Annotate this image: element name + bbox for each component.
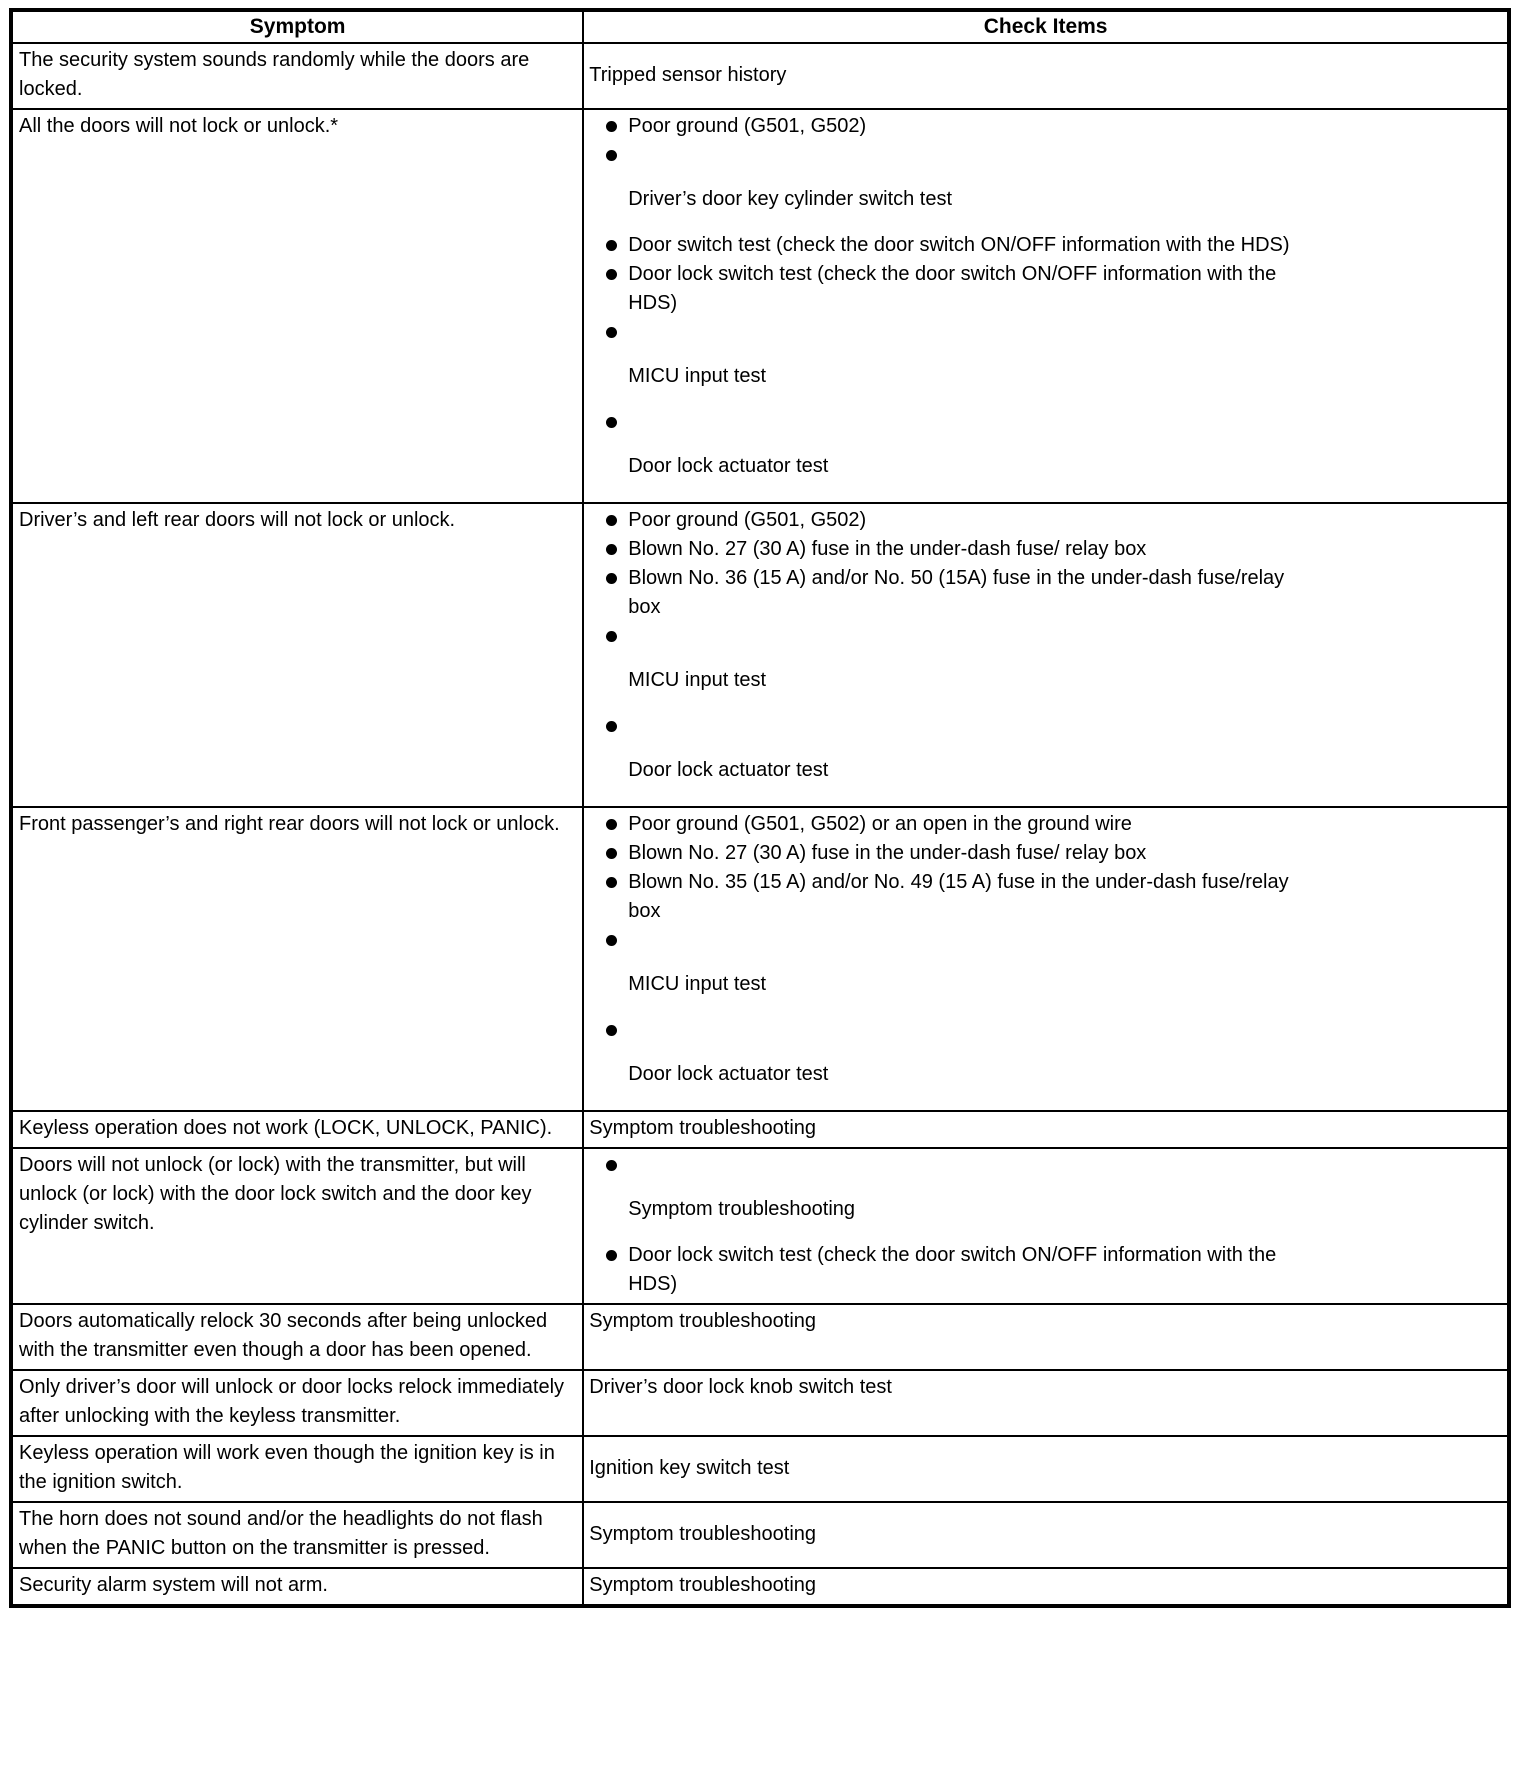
check-items-cell (583, 503, 1509, 807)
bullet-icon (606, 1250, 617, 1261)
symptom-cell (11, 1304, 583, 1370)
check-item-bullet-empty (589, 318, 1499, 347)
bullet-icon (606, 269, 617, 280)
check-items-column-header: Check Items (583, 10, 1509, 43)
check-items-cell (583, 1111, 1509, 1148)
bullet-icon (606, 327, 617, 338)
bullet-icon (606, 573, 617, 584)
check-item-text: Symptom troubleshooting (589, 1574, 817, 1596)
check-item-text: Tripped sensor history (589, 63, 787, 86)
table-row (11, 1304, 1509, 1370)
check-item-bullet (589, 260, 1499, 318)
check-item-bullet (589, 839, 1499, 868)
check-item-bullet (589, 535, 1499, 564)
symptom-column-header: Symptom (11, 10, 583, 43)
symptom-cell (11, 807, 583, 1111)
bullet-icon (606, 1160, 617, 1171)
symptom-text: Security alarm system will not arm. (19, 1574, 328, 1596)
symptom-text: Front passenger’s and right rear doors will not lock or unlock. (19, 813, 560, 835)
check-item-label: Door lock switch test (check the door switch ON/OFF information with the HDS) (628, 1244, 1277, 1295)
table-header (11, 10, 1509, 43)
bullet-icon (606, 935, 617, 946)
check-item-ref: MICU input test (628, 365, 767, 387)
symptom-text: Only driver’s door will unlock or door locks relock immediately after unlocking with the keyless transmitter. (19, 1376, 565, 1427)
check-item-text: Driver’s door lock knob switch test (589, 1376, 892, 1398)
check-item-label: Door switch test (check the door switch ON/OFF information with the HDS) (628, 234, 1290, 256)
check-items-cell (583, 1304, 1509, 1370)
check-item-label: Poor ground (G501, G502) or an open in the ground wire (628, 813, 1132, 835)
symptom-cell (11, 1502, 583, 1568)
table-row (11, 1370, 1509, 1436)
check-item-text: Ignition key switch test (589, 1456, 790, 1479)
check-items-cell (583, 807, 1509, 1111)
check-item-bullet-empty (589, 408, 1499, 437)
bullet-icon (606, 121, 617, 132)
symptom-text: All the doors will not lock or unlock.* (19, 115, 339, 137)
check-items-cell (583, 1568, 1509, 1606)
symptom-text: Keyless operation does not work (LOCK, UNLOCK, PANIC). (19, 1117, 553, 1139)
check-item-label: Poor ground (G501, G502) (628, 115, 867, 137)
check-items-cell (583, 1148, 1509, 1304)
check-item-bullet (589, 868, 1499, 926)
check-item-label: Blown No. 35 (15 A) and/or No. 49 (15 A) fuse in the under-dash fuse/relay box (628, 871, 1289, 922)
table-row (11, 1502, 1509, 1568)
check-item-bullet-empty (589, 1151, 1499, 1180)
table-row (11, 109, 1509, 503)
check-item-ref: Door lock actuator test (628, 759, 829, 781)
check-item-ref: Symptom troubleshooting (628, 1198, 856, 1220)
check-item-label: Blown No. 36 (15 A) and/or No. 50 (15A) fuse in the under-dash fuse/relay box (628, 567, 1285, 618)
table-row (11, 1111, 1509, 1148)
check-item-ref: Door lock actuator test (628, 455, 829, 477)
symptom-cell (11, 1568, 583, 1606)
check-item-bullet-empty (589, 622, 1499, 651)
check-item-bullet (589, 1241, 1499, 1299)
header-row (11, 10, 1509, 43)
bullet-icon (606, 848, 617, 859)
check-item-text: Symptom troubleshooting (589, 1117, 817, 1139)
check-items-cell (583, 1436, 1509, 1502)
check-item-bullet (589, 564, 1499, 622)
symptom-cell (11, 1436, 583, 1502)
bullet-icon (606, 877, 617, 888)
check-item-ref: MICU input test (628, 973, 767, 995)
symptom-cell (11, 1370, 583, 1436)
bullet-icon (606, 819, 617, 830)
table-row (11, 503, 1509, 807)
symptom-cell (11, 1111, 583, 1148)
check-item-ref: MICU input test (628, 669, 767, 691)
check-item-text: Symptom troubleshooting (589, 1310, 817, 1332)
symptom-text: Doors automatically relock 30 seconds after being unlocked with the transmitter even though a door has been opened. (19, 1310, 548, 1361)
table-row (11, 1568, 1509, 1606)
symptom-check-table (9, 8, 1511, 1608)
bullet-icon (606, 721, 617, 732)
check-item-bullet (589, 112, 1499, 141)
symptom-text: The horn does not sound and/or the headlights do not flash when the PANIC button on the transmitter is pressed. (19, 1508, 543, 1559)
table-row (11, 1148, 1509, 1304)
bullet-icon (606, 417, 617, 428)
bullet-icon (606, 544, 617, 555)
symptom-cell (11, 503, 583, 807)
check-item-label: Blown No. 27 (30 A) fuse in the under-dash fuse/ relay box (628, 538, 1147, 560)
check-item-ref: Driver’s door key cylinder switch test (628, 188, 953, 210)
check-item-label: Blown No. 27 (30 A) fuse in the under-dash fuse/ relay box (628, 842, 1147, 864)
bullet-icon (606, 150, 617, 161)
bullet-icon (606, 1025, 617, 1036)
check-item-bullet-empty (589, 1016, 1499, 1045)
check-items-cell (583, 43, 1509, 109)
symptom-text: Keyless operation will work even though the ignition key is in the ignition switch. (19, 1442, 555, 1493)
check-item-bullet (589, 810, 1499, 839)
symptom-text: The security system sounds randomly while the doors are locked. (19, 49, 530, 100)
check-item-bullet (589, 231, 1499, 260)
check-item-bullet (589, 506, 1499, 535)
check-item-label: Door lock switch test (check the door switch ON/OFF information with the HDS) (628, 263, 1277, 314)
table-row (11, 43, 1509, 109)
check-item-label: Poor ground (G501, G502) (628, 509, 867, 531)
check-items-cell (583, 1370, 1509, 1436)
check-item-bullet-empty (589, 141, 1499, 170)
symptom-text: Doors will not unlock (or lock) with the transmitter, but will unlock (or lock) with the door lock switch and the door key cylinder switch. (19, 1154, 532, 1234)
bullet-icon (606, 240, 617, 251)
check-item-bullet-empty (589, 926, 1499, 955)
symptom-cell (11, 109, 583, 503)
check-item-ref: Door lock actuator test (628, 1063, 829, 1085)
table-row (11, 1436, 1509, 1502)
symptom-cell (11, 43, 583, 109)
symptom-text: Driver’s and left rear doors will not lock or unlock. (19, 509, 456, 531)
check-item-bullet-empty (589, 712, 1499, 741)
symptom-table-body (11, 43, 1509, 1606)
check-item-text: Symptom troubleshooting (589, 1522, 817, 1545)
symptom-cell (11, 1148, 583, 1304)
table-row (11, 807, 1509, 1111)
check-items-cell (583, 1502, 1509, 1568)
check-items-cell (583, 109, 1509, 503)
bullet-icon (606, 515, 617, 526)
bullet-icon (606, 631, 617, 642)
